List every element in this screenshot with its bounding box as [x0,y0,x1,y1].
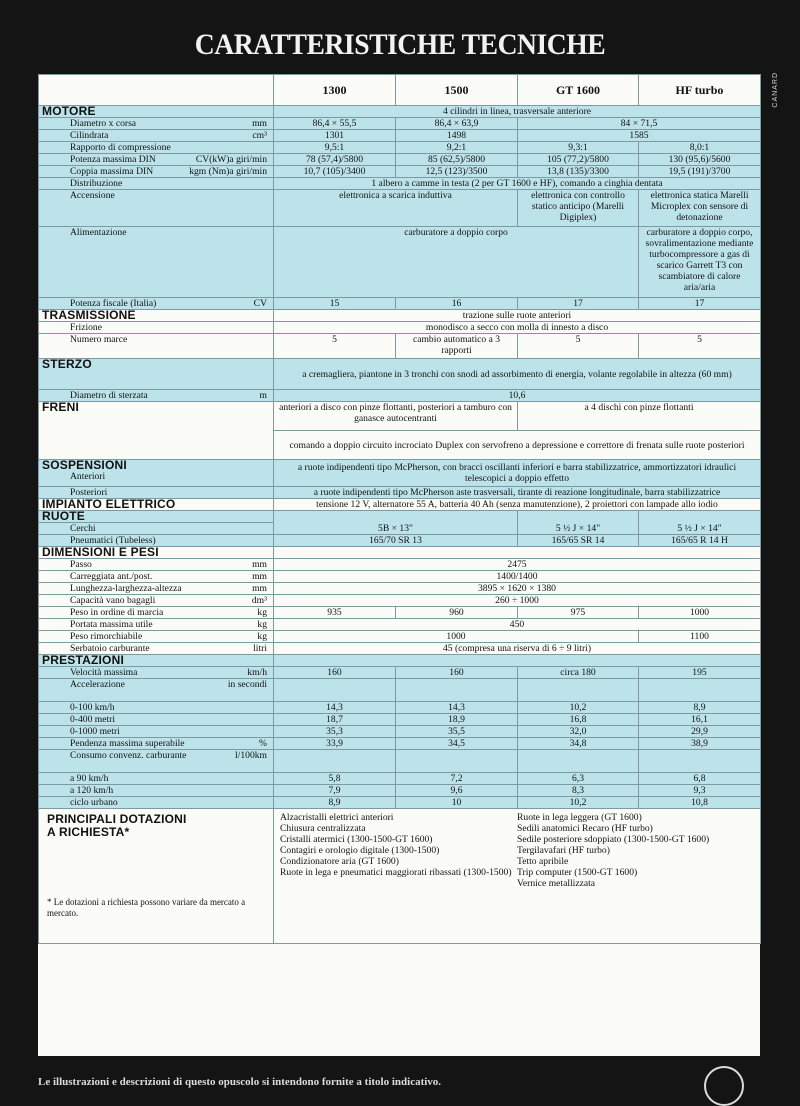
cell-value: 7,9 [274,785,396,797]
section-title: SOSPENSIONI [42,459,127,472]
row-label: Consumo convenz. carburante [70,750,187,761]
cell-empty [639,679,761,702]
side-credit: CANARD [772,72,779,108]
section-title: TRASMISSIONE [42,309,136,322]
sospensioni-posteriori: a ruote indipendenti tipo McPherson aste trasversali, tirante di reazione longitudinale, barra stabilizzatrice [274,487,761,499]
cell-value: 14,3 [396,702,518,714]
cell-value: carburatore a doppio corpo, sovralimentazione mediante turbocompressore a gas di scarico Garrett T3 con scambiatore di calore aria/aria [639,227,761,298]
cell-value: 84 × 71,5 [518,118,761,130]
row-label: Potenza massima DIN [70,154,156,165]
cell-value: 16,1 [639,714,761,726]
row-unit: mm [252,583,267,594]
cell-value: 45 (compresa una riserva di 6 ÷ 9 litri) [274,643,761,655]
cell-value: 15 [274,298,396,310]
cell-value: 450 [274,619,761,631]
row-label: Numero marce [70,334,128,345]
row-label: Diametro x corsa [70,118,137,129]
header-blank [39,75,274,106]
cell-empty [518,679,639,702]
cell-empty [639,750,761,773]
list-item: Chiusura centralizzata [280,823,366,834]
cell-value: 9,3:1 [518,142,639,154]
cell-value: 105 (77,2)/5800 [518,154,639,166]
row-label: Alimentazione [70,227,127,238]
row-label: a 120 km/h [70,785,114,796]
cell-value: 10,6 [274,390,761,402]
row-unit: l/100km [235,750,267,761]
row-label: 0-400 metri [70,714,116,725]
dotazioni-right [517,812,754,889]
cell-value: 160 [274,667,396,679]
cell-value: 78 (57,4)/5800 [274,154,396,166]
column-header: 1300 [274,75,396,106]
row-label: Lunghezza-larghezza-altezza [70,583,182,594]
row-label: Carreggiata ant./post. [70,571,153,582]
list-item: Trip computer (1500-GT 1600) [517,867,638,878]
row-label: Pneumatici (Tubeless) [70,535,156,546]
cell-empty [274,679,396,702]
cell-value: 35,5 [396,726,518,738]
cell-value: 29,9 [639,726,761,738]
row-label: Cerchi [70,523,96,534]
cell-value: 85 (62,5)/5800 [396,154,518,166]
cell-value: 32,0 [518,726,639,738]
cell-value: 3895 × 1620 × 1380 [274,583,761,595]
cell-value: 8,9 [639,702,761,714]
cell-value: 10,7 (105)/3400 [274,166,396,178]
prestazioni-section [39,655,761,809]
spec-table [38,74,761,944]
cell-value: 1000 [274,631,639,643]
cell-value: 6,8 [639,773,761,785]
cell-empty [396,750,518,773]
trasmissione-section [39,310,761,359]
trasmissione-desc: trazione sulle ruote anteriori [274,310,761,322]
cell-value: 13,8 (135)/3300 [518,166,639,178]
cell-value: carburatore a doppio corpo [274,227,639,298]
row-label: Serbatoio carburante [70,643,150,654]
cell-value: 1 albero a camme in testa (2 per GT 1600 e HF), comando a cinghia dentata [274,178,761,190]
row-label: 0-100 km/h [70,702,115,713]
section-spacer [274,547,761,559]
row-unit: in secondi [227,679,267,690]
row-unit: CV [253,298,267,309]
cell-value: 2475 [274,559,761,571]
cell-empty [274,750,396,773]
cell-value: circa 180 [518,667,639,679]
list-item: Ruote in lega leggera (GT 1600) [517,812,642,823]
section-spacer [274,655,761,667]
cell-value: 10,2 [518,702,639,714]
cell-value: 6,3 [518,773,639,785]
row-unit: CV(kW)a giri/min [195,154,267,165]
cell-value: 5B × 13" [274,511,518,535]
row-label: Peso rimorchiabile [70,631,143,642]
cell-value: 1301 [274,130,396,142]
cell-value: 165/65 SR 14 [518,535,639,547]
sospensioni-section [39,460,761,499]
row-label: Coppia massima DIN [70,166,154,177]
row-unit: m [259,390,267,401]
cell-value: 5 [274,334,396,359]
section-title: PRESTAZIONI [42,654,124,667]
list-item: Sedili anatomici Recaro (HF turbo) [517,823,653,834]
row-label: Distribuzione [70,178,123,189]
cell-value: 10 [396,797,518,809]
row-label: 0-1000 metri [70,726,120,737]
list-item: Contagiri e orologio digitale (1300-1500) [280,845,440,856]
row-label: Anteriori [70,471,106,482]
row-label: a 90 km/h [70,773,109,784]
section-title: DIMENSIONI E PESI [42,546,159,559]
impianto-section [39,499,761,511]
cell-value: elettronica a scarica induttiva [274,190,518,227]
section-title: IMPIANTO ELETTRICO [42,498,176,511]
cell-value: 17 [639,298,761,310]
row-label: Peso in ordine di marcia [70,607,164,618]
cell-value: 86,4 × 55,5 [274,118,396,130]
sterzo-section [39,359,761,402]
cell-value: 165/70 SR 13 [274,535,518,547]
row-unit: kg [257,619,267,630]
cell-value: cambio automatico a 3 rapporti [396,334,518,359]
cell-value: 1000 [639,607,761,619]
list-item: Condizionatore aria (GT 1600) [280,856,399,867]
column-header: HF turbo [639,75,761,106]
section-title: STERZO [42,358,92,371]
row-label: Diametro di sterzata [70,390,148,401]
column-header: GT 1600 [518,75,639,106]
row-label: Rapporto di compressione [70,142,171,153]
section-title: FRENI [42,401,79,414]
cell-value: 34,8 [518,738,639,750]
row-unit: dm³ [251,595,267,606]
page-title: CARATTERISTICHE TECNICHE [194,28,606,61]
row-label: Passo [70,559,92,570]
freni-comando: comando a doppio circuito incrociato Duplex con servofreno a depressione e correttore di frenata sulle ruote posteriori [274,431,761,460]
row-label: Portata massima utile [70,619,153,630]
section-title: MOTORE [42,105,96,118]
row-label: Capacità vano bagagli [70,595,156,606]
dotazioni-note: * Le dotazioni a richiesta possono variare da mercato a mercato. [47,897,246,918]
cell-value: 34,5 [396,738,518,750]
cell-value: 975 [518,607,639,619]
cell-value: 5 [518,334,639,359]
cell-value: 33,9 [274,738,396,750]
motore-section [39,106,761,310]
cell-value: 17 [518,298,639,310]
row-label: Potenza fiscale (Italia) [70,298,157,309]
brand-logo [704,1066,744,1106]
sterzo-desc: a cremagliera, piantone in 3 tronchi con snodi ad assorbimento di energia, volante regolabile in altezza (60 mm) [274,359,761,390]
cell-value: 8,3 [518,785,639,797]
cell-value: 35,3 [274,726,396,738]
cell-value: 8,9 [274,797,396,809]
cell-value: 18,9 [396,714,518,726]
column-header: 1500 [396,75,518,106]
footer-disclaimer: Le illustrazioni e descrizioni di questo opuscolo si intendono fornite a titolo indicativo. [38,1076,442,1088]
cell-value: 14,3 [274,702,396,714]
row-label: ciclo urbano [70,797,118,808]
ruote-section [39,511,761,547]
row-label: Cilindrata [70,130,109,141]
row-unit: litri [253,643,267,654]
cell-value: 18,7 [274,714,396,726]
list-item: Tergilavafari (HF turbo) [517,845,610,856]
dotazioni-section [39,809,761,944]
row-label: Posteriori [70,487,108,498]
cell-value: 5,8 [274,773,396,785]
freni-b: a 4 dischi con pinze flottanti [518,402,761,431]
cell-empty [518,750,639,773]
row-unit: kg [257,631,267,642]
row-unit: mm [252,571,267,582]
cell-value: 935 [274,607,396,619]
row-unit [267,142,270,153]
section-title: PRINCIPALI DOTAZIONI A RICHIESTA* [47,812,187,839]
impianto-desc: tensione 12 V, alternatore 55 A, batteria 40 Ah (senza manutenzione), 2 proiettori con lampade allo iodio [274,499,761,511]
row-label: Frizione [70,322,102,333]
row-label: Velocità massima [70,667,138,678]
cell-value: 19,5 (191)/3700 [639,166,761,178]
list-item: Ruote in lega e pneumatici maggiorati ribassati (1300-1500) [280,867,512,878]
cell-value: 960 [396,607,518,619]
cell-value: 9,2:1 [396,142,518,154]
list-item: Sedile posteriore sdoppiato (1300-1500-GT 1600) [517,834,710,845]
row-unit: kg [257,607,267,618]
cell-value: 16,8 [518,714,639,726]
cell-value: 16 [396,298,518,310]
cell-value: 5 ½ J × 14" [518,511,639,535]
cell-value: 12,5 (123)/3500 [396,166,518,178]
row-label: Accensione [70,190,115,201]
cell-value: 130 (95,6)/5600 [639,154,761,166]
section-title: RUOTE [42,510,85,523]
list-item: Tetto apribile [517,856,569,867]
cell-value: 1585 [518,130,761,142]
row-unit: km/h [247,667,267,678]
list-item: Alzacristalli elettrici anteriori [280,812,394,823]
freni-a: anteriori a disco con pinze flottanti, posteriori a tamburo con ganasce autocentranti [274,402,518,431]
cell-value: 9,5:1 [274,142,396,154]
cell-empty [396,679,518,702]
cell-value: 1498 [396,130,518,142]
dotazioni-left [280,812,517,889]
cell-value: monodisco a secco con molla di innesto a disco [274,322,761,334]
row-label: Accelerazione [70,679,125,690]
dimensioni-section [39,547,761,655]
cell-value: 86,4 × 63,9 [396,118,518,130]
row-unit: kgm (Nm)a giri/min [189,166,267,177]
motore-desc: 4 cilindri in linea, trasversale anteriore [274,106,761,118]
row-unit: mm [252,118,267,129]
cell-value: 5 ½ J × 14" [639,511,761,535]
row-label: Pendenza massima superabile [70,738,185,749]
row-unit: mm [252,559,267,570]
cell-value: 10,2 [518,797,639,809]
freni-section [39,402,761,460]
cell-value: 7,2 [396,773,518,785]
cell-value: 8,0:1 [639,142,761,154]
cell-value: 10,8 [639,797,761,809]
cell-value: 1100 [639,631,761,643]
row-unit: cm³ [252,130,267,141]
row-unit: % [259,738,267,749]
cell-value: 260 ÷ 1000 [274,595,761,607]
list-item: Cristalli atermici (1300-1500-GT 1600) [280,834,433,845]
cell-value: 165/65 R 14 H [639,535,761,547]
cell-value: 5 [639,334,761,359]
sospensioni-anteriori: a ruote indipendenti tipo McPherson, con bracci oscillanti inferiori e barra stabilizzatrice, ammortizzatori idraulici telescopici a doppio effetto [274,460,761,487]
cell-value: 195 [639,667,761,679]
cell-value: 160 [396,667,518,679]
cell-value: 38,9 [639,738,761,750]
cell-value: elettronica statica Marelli Microplex con sensore di detonazione [639,190,761,227]
cell-value: elettronica con controllo statico anticipo (Marelli Digiplex) [518,190,639,227]
cell-value: 1400/1400 [274,571,761,583]
cell-value: 9,6 [396,785,518,797]
list-item: Vernice metallizzata [517,878,596,889]
spec-sheet [38,74,760,1056]
cell-value: 9,3 [639,785,761,797]
